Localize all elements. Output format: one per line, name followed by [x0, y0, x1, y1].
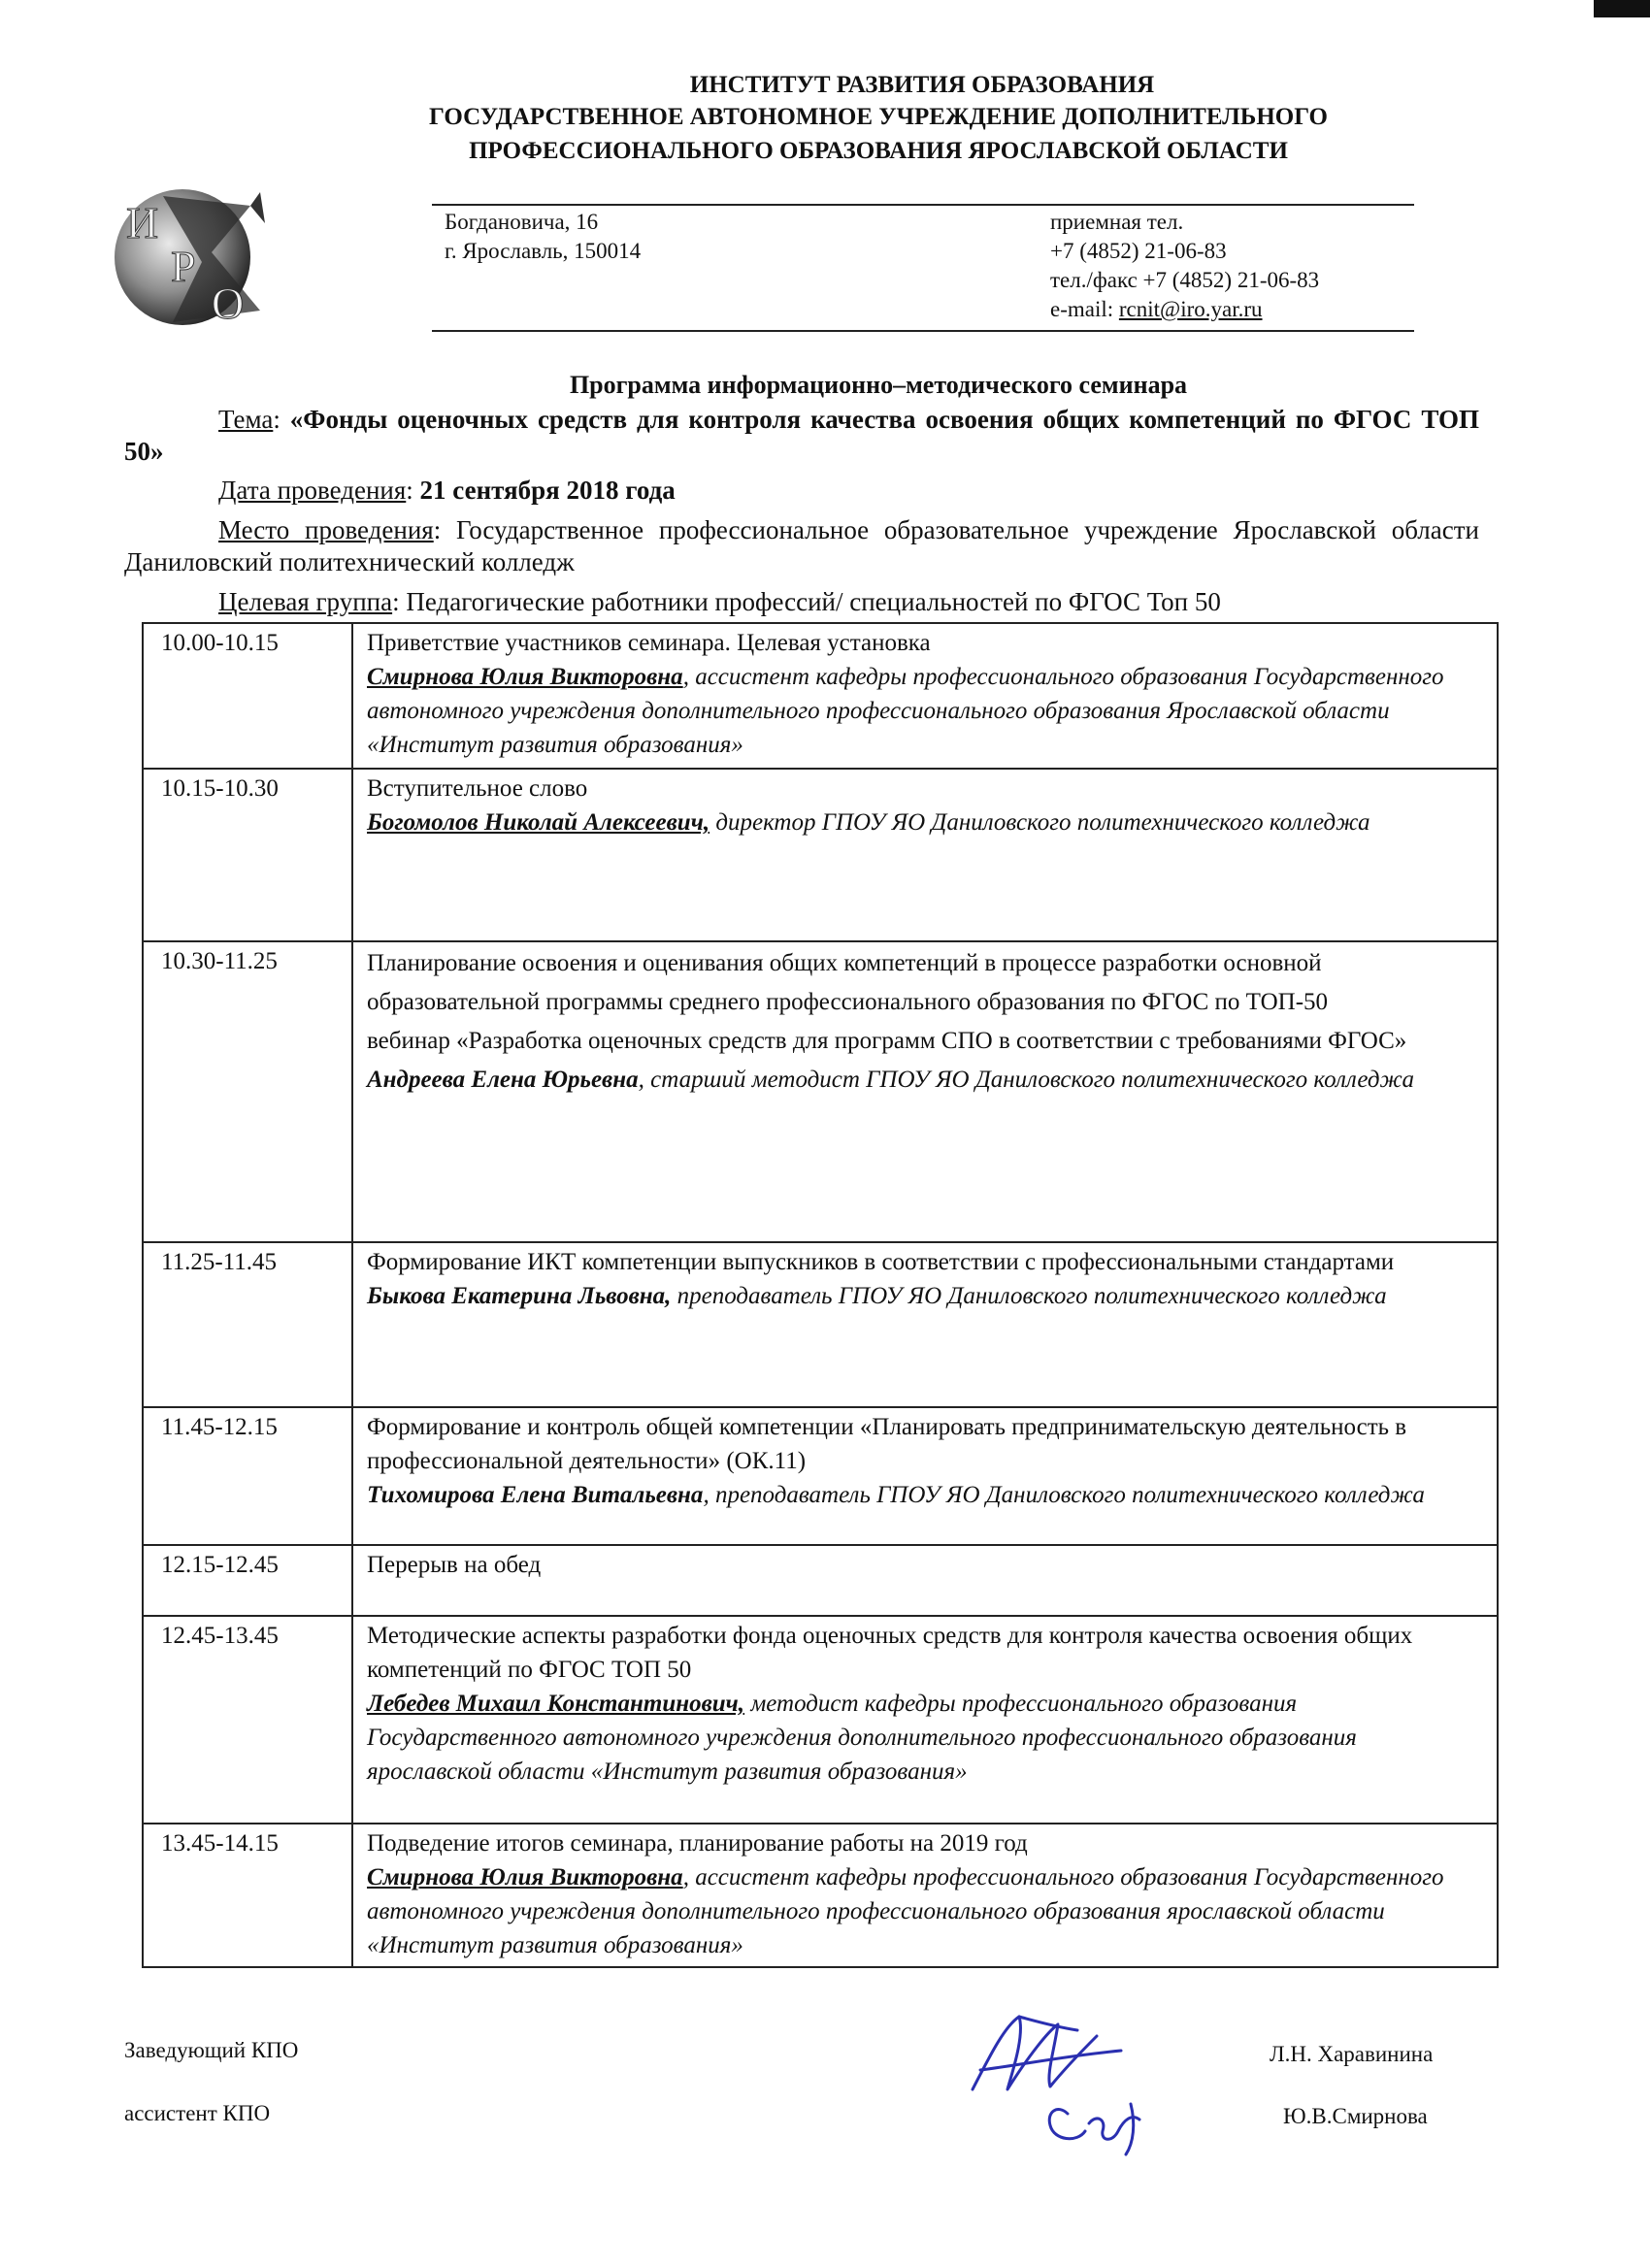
schedule-content [352, 623, 1498, 769]
schedule-row [143, 1824, 1498, 1967]
reception-label: приемная тел. [1050, 210, 1184, 234]
email-label: e-mail: [1050, 297, 1119, 321]
schedule-time: 10.30-11.25 [143, 941, 352, 1242]
schedule-speaker [367, 805, 1487, 839]
schedule-topic: Вступительное слово [367, 775, 588, 802]
date-label: Дата проведения [218, 476, 407, 505]
group-label: Целевая группа [218, 587, 393, 616]
schedule-row [143, 1616, 1498, 1824]
program-title: Программа информационно–методического семинара [569, 371, 1188, 399]
schedule-topic: Приветствие участников семинара. Целевая установка [367, 630, 931, 656]
speaker-role: преподаватель ГПОУ ЯО Даниловского политехнического колледжа [671, 1283, 1387, 1309]
schedule-time: 12.45-13.45 [143, 1616, 352, 1824]
speaker-name: Андреева Елена Юрьевна [367, 1067, 639, 1093]
address-city: г. Ярославль, 150014 [445, 239, 642, 263]
program-topic: Тема: «Фонды оценочных средств для контроля качества освоения общих компетенций по ФГОС ТОП 50» [124, 405, 1479, 466]
signer-role-assistant: ассистент КПО [124, 2101, 271, 2125]
org-header-line-1: ИНСТИТУТ РАЗВИТИЯ ОБРАЗОВАНИЯ [689, 72, 1155, 98]
schedule-content [352, 1407, 1498, 1545]
schedule-topic: Перерыв на обед [367, 1552, 542, 1578]
handwritten-signature-icon [961, 1997, 1155, 2162]
schedule-speaker [367, 660, 1487, 762]
svg-text:Р: Р [171, 242, 196, 291]
schedule-topic-webinar: вебинар «Разработка оценочных средств для программ СПО в соответствии с требованиями ФГОС» [367, 1028, 1407, 1054]
program-target-group: Целевая группа: Педагогические работники профессий/ специальностей по ФГОС Топ 50 [218, 587, 1221, 616]
schedule-topic: Подведение итогов семинара, планирование работы на 2019 год [367, 1830, 1028, 1857]
signer-role-head: Заведующий КПО [124, 2038, 299, 2062]
schedule-speaker [367, 1061, 1487, 1100]
schedule-time: 10.00-10.15 [143, 623, 352, 769]
address-street: Богдановича, 16 [445, 210, 599, 234]
schedule-row [143, 769, 1498, 941]
email-line [1050, 295, 1319, 324]
schedule-content [352, 769, 1498, 941]
schedule-topic: Планирование освоения и оценивания общих компетенций в процессе разработки основной образовательной программы среднего профессионального образования по ФГОС по ТОП-50 [367, 950, 1329, 1015]
place-value: Государственное профессиональное образовательное учреждение Ярославской области Даниловский политехнический колледж [124, 515, 1479, 576]
date-value: 21 сентября 2018 года [419, 476, 676, 505]
place-label: Место проведения [218, 515, 434, 544]
group-value: Педагогические работники профессий/ специальностей по ФГОС Топ 50 [406, 587, 1221, 616]
program-date: Дата проведения: 21 сентября 2018 года [218, 476, 676, 505]
speaker-role: , ассистент кафедры профессионального образования Государственного автономного учреждения дополнительного профессионального образования Ярославской области «Институт развития образования» [367, 664, 1444, 758]
speaker-role: , ассистент кафедры профессионального образования Государственного автономного учреждения дополнительного профессионального образования ярославской области «Институт развития образования» [367, 1864, 1444, 1958]
schedule-content [352, 1545, 1498, 1616]
schedule-speaker [367, 1478, 1487, 1512]
schedule-topic: Формирование и контроль общей компетенции «Планировать предпринимательскую деятельность в профессиональной деятельности» (ОК.11) [367, 1414, 1407, 1474]
topic-value: «Фонды оценочных средств для контроля качества освоения общих компетенций по ФГОС ТОП 50» [124, 405, 1479, 466]
address-rule-bottom [432, 330, 1414, 332]
speaker-role: , преподаватель ГПОУ ЯО Даниловского политехнического колледжа [703, 1482, 1425, 1508]
schedule-time: 11.45-12.15 [143, 1407, 352, 1545]
schedule-speaker [367, 1279, 1487, 1313]
schedule-time: 10.15-10.30 [143, 769, 352, 941]
schedule-time: 11.25-11.45 [143, 1242, 352, 1407]
schedule-row [143, 1545, 1498, 1616]
speaker-name: Смирнова Юлия Викторовна [367, 664, 683, 690]
schedule-topic: Методические аспекты разработки фонда оценочных средств для контроля качества освоения общих компетенций по ФГОС ТОП 50 [367, 1623, 1413, 1683]
schedule-content [352, 1616, 1498, 1824]
schedule-time: 13.45-14.15 [143, 1824, 352, 1967]
schedule-speaker [367, 1687, 1487, 1789]
org-header-line-2: ГОСУДАРСТВЕННОЕ АВТОНОМНОЕ УЧРЕЖДЕНИЕ ДОПОЛНИТЕЛЬНОГО [429, 104, 1328, 130]
speaker-role: директор ГПОУ ЯО Даниловского политехнического колледжа [710, 809, 1370, 836]
speaker-name: Богомолов Николай Алексеевич, [367, 809, 710, 836]
speaker-name: Быкова Екатерина Львовна, [367, 1283, 672, 1309]
schedule-content [352, 1824, 1498, 1967]
svg-text:О: О [212, 279, 245, 328]
signer-name-assistant: Ю.В.Смирнова [1283, 2104, 1428, 2128]
topic-label: Тема [218, 405, 274, 434]
contacts-block [1050, 208, 1319, 324]
schedule-row [143, 1407, 1498, 1545]
schedule-content [352, 941, 1498, 1242]
fax-line: тел./факс +7 (4852) 21-06-83 [1050, 268, 1320, 292]
schedule-content [352, 1242, 1498, 1407]
address-block [445, 208, 641, 266]
program-place: Место проведения: Государственное профессиональное образовательное учреждение Ярославской области Даниловский политехнический колледж [124, 515, 1479, 576]
address-rule-top [432, 204, 1414, 206]
org-header-line-3: ПРОФЕССИОНАЛЬНОГО ОБРАЗОВАНИЯ ЯРОСЛАВСКОЙ ОБЛАСТИ [469, 138, 1288, 164]
speaker-name: Смирнова Юлия Викторовна [367, 1864, 683, 1890]
svg-text:И: И [126, 198, 159, 247]
schedule-table [142, 622, 1499, 1968]
schedule-row [143, 623, 1498, 769]
schedule-row [143, 941, 1498, 1242]
speaker-name: Лебедев Михаил Константинович, [367, 1691, 745, 1717]
schedule-topic: Формирование ИКТ компетенции выпускников в соответствии с профессиональными стандартами [367, 1249, 1395, 1275]
iro-logo-icon [105, 184, 284, 330]
schedule-time: 12.15-12.45 [143, 1545, 352, 1616]
schedule-speaker [367, 1860, 1487, 1962]
speaker-role: методист кафедры профессионального образования Государственного автономного учреждения дополнительного профессионального образования ярославской области «Институт развития образования» [367, 1691, 1357, 1785]
reception-phone: +7 (4852) 21-06-83 [1050, 239, 1227, 263]
scan-edge-mark [1594, 0, 1650, 17]
email-link[interactable]: rcnit@iro.yar.ru [1118, 297, 1263, 321]
signer-name-head: Л.Н. Харавинина [1270, 2042, 1434, 2066]
speaker-role: , старший методист ГПОУ ЯО Даниловского политехнического колледжа [638, 1067, 1414, 1093]
schedule-row [143, 1242, 1498, 1407]
speaker-name: Тихомирова Елена Витальевна [367, 1482, 704, 1508]
